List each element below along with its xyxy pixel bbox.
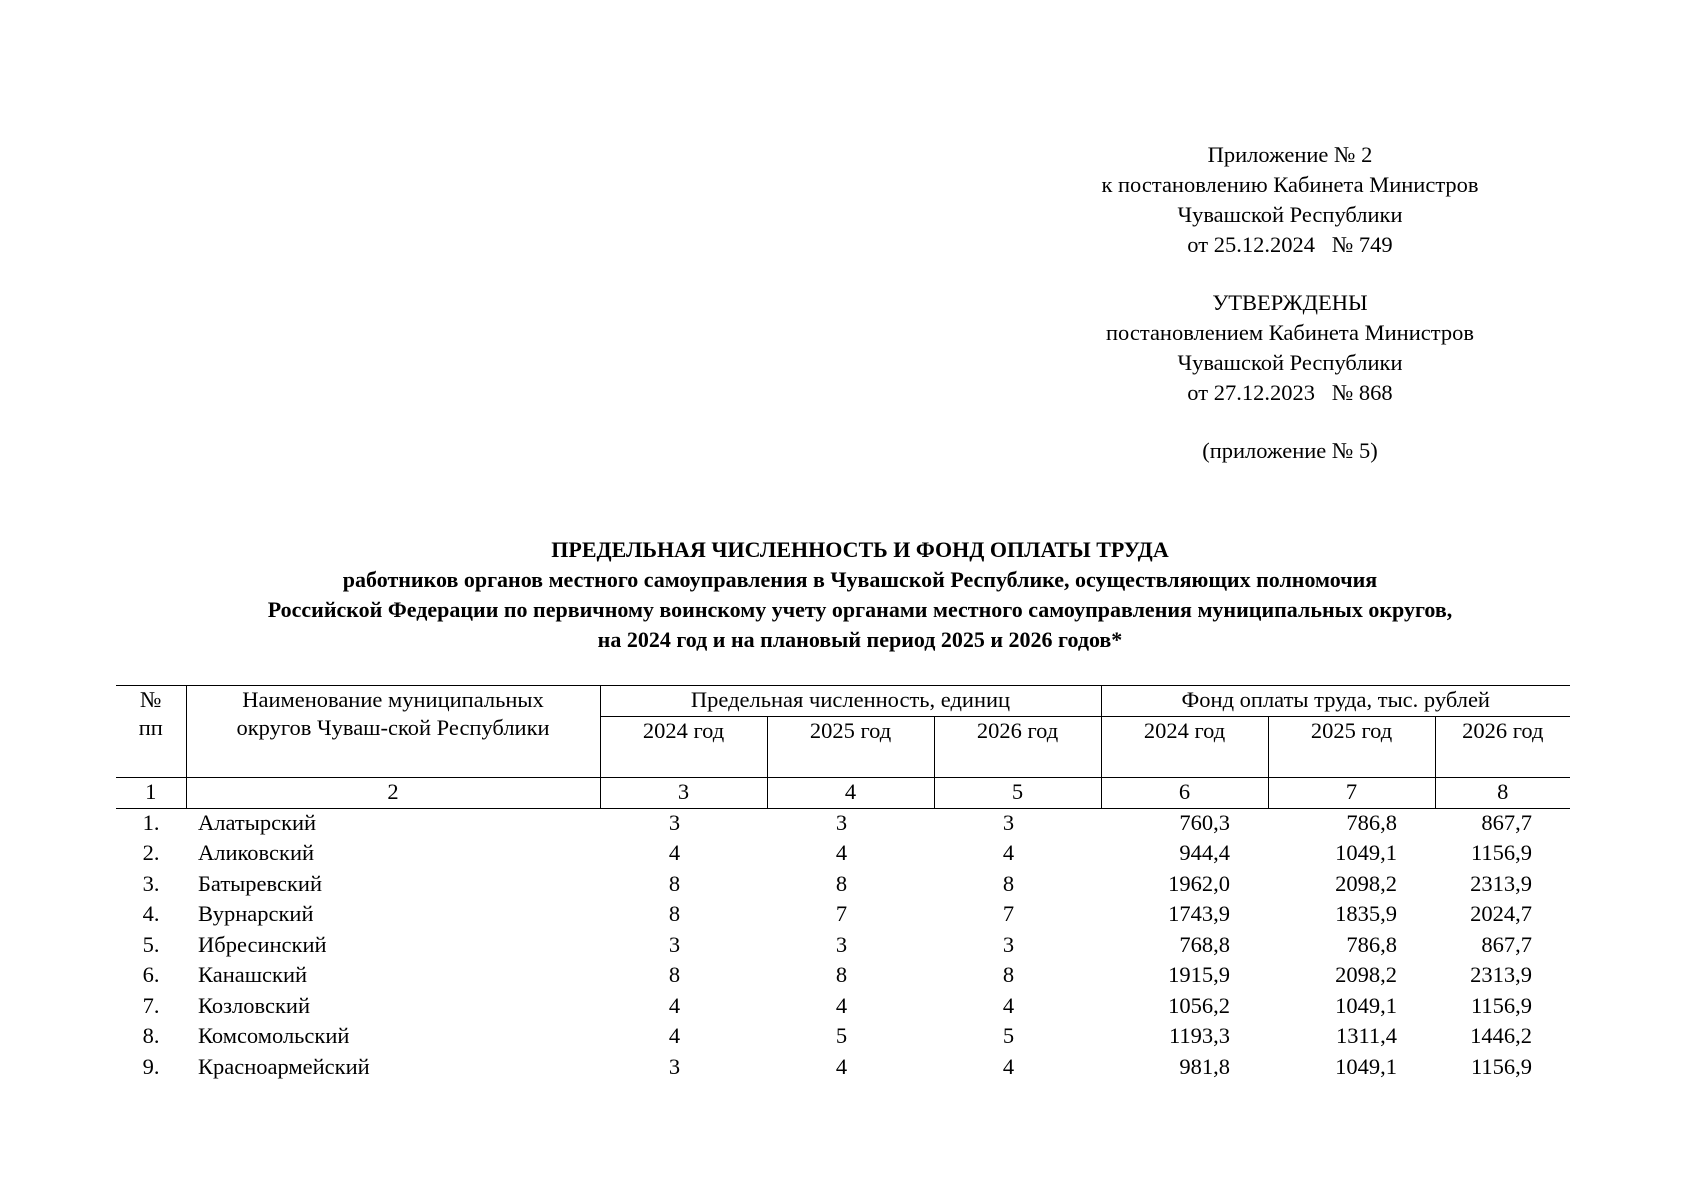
row-number: 7. <box>142 992 160 1018</box>
title-line-3: Российской Федерации по первичному воинскому учету органами местного самоуправления муниципальных округов, <box>267 597 1453 622</box>
approved-by-decree: постановлением Кабинета Министров <box>1106 320 1474 345</box>
count-2025: 3 <box>835 810 848 835</box>
appendix-label: Приложение № 2 <box>1207 142 1373 167</box>
fund-2026: 867,7 <box>1481 931 1532 957</box>
table-row <box>116 1022 1570 1053</box>
appendix-reference: (приложение № 5) <box>1202 438 1378 463</box>
municipality-name: Козловский <box>198 992 310 1018</box>
fund-2024: 1915,9 <box>1168 962 1230 987</box>
count-2024: 4 <box>668 1023 681 1048</box>
count-2024: 8 <box>668 870 681 896</box>
count-2024: 8 <box>668 901 681 926</box>
table-row <box>116 900 1570 931</box>
row-number: 5. <box>142 931 160 957</box>
count-2025: 8 <box>835 870 848 896</box>
municipality-name: Ибресинский <box>198 931 327 957</box>
table-row <box>116 809 1570 840</box>
fund-2025: 786,8 <box>1346 810 1397 835</box>
municipality-name: Аликовский <box>198 840 315 865</box>
column-number-6: 6 <box>1101 778 1268 809</box>
fund-2026: 2024,7 <box>1470 901 1532 926</box>
fund-2024: 1962,0 <box>1168 870 1230 896</box>
fund-2026: 1446,2 <box>1470 1023 1532 1048</box>
decree-reference: к постановлению Кабинета Министров <box>1101 172 1479 197</box>
document-title <box>100 535 1620 655</box>
count-2026: 7 <box>1002 901 1015 926</box>
fund-2024: 1193,3 <box>1168 1023 1230 1048</box>
count-2025: 4 <box>835 992 848 1018</box>
count-2025: 5 <box>835 1023 848 1048</box>
count-2025: 4 <box>835 840 848 865</box>
header-staff-count-group: Предельная численность, единиц <box>600 686 1101 717</box>
header-count-2026: 2026 год <box>934 717 1101 778</box>
table-row <box>116 1053 1570 1084</box>
fund-2024: 760,3 <box>1179 810 1230 835</box>
municipality-name: Канашский <box>198 962 308 987</box>
row-number: 2. <box>142 840 160 865</box>
table-body <box>116 809 1570 1084</box>
count-2026: 4 <box>1002 992 1015 1018</box>
table-row <box>116 839 1570 870</box>
column-number-1: 1 <box>116 778 186 809</box>
header-fund-2025: 2025 год <box>1268 717 1435 778</box>
fund-2024: 981,8 <box>1179 1053 1230 1079</box>
count-2026: 8 <box>1002 870 1015 896</box>
fund-2024: 768,8 <box>1179 931 1230 957</box>
row-number: 4. <box>142 901 160 926</box>
count-2024: 3 <box>668 810 681 835</box>
column-number-2: 2 <box>186 778 600 809</box>
count-2026: 3 <box>1002 931 1015 957</box>
document-header <box>1040 140 1540 466</box>
republic-name: Чувашской Республики <box>1177 202 1403 227</box>
column-number-3: 3 <box>600 778 767 809</box>
approved-date-number: от 27.12.2023 № 868 <box>1187 380 1393 405</box>
fund-2025: 1049,1 <box>1335 992 1397 1018</box>
fund-2026: 1156,9 <box>1470 840 1532 865</box>
municipality-name: Красноармейский <box>198 1053 370 1079</box>
municipality-name: Алатырский <box>198 810 317 835</box>
column-number-7: 7 <box>1268 778 1435 809</box>
header-wage-fund-group: Фонд оплаты труда, тыс. рублей <box>1101 686 1570 717</box>
staffing-fund-table <box>116 685 1570 1083</box>
header-number: № пп <box>116 686 186 778</box>
fund-2025: 2098,2 <box>1335 962 1397 987</box>
fund-2025: 1049,1 <box>1335 1053 1397 1079</box>
fund-2024: 1743,9 <box>1168 901 1230 926</box>
header-fund-2026: 2026 год <box>1435 717 1570 778</box>
column-number-4: 4 <box>767 778 934 809</box>
republic-name-2: Чувашской Республики <box>1177 350 1403 375</box>
count-2026: 5 <box>1002 1023 1015 1048</box>
count-2026: 3 <box>1002 810 1015 835</box>
municipality-name: Комсомольский <box>198 1023 350 1048</box>
fund-2025: 1049,1 <box>1335 840 1397 865</box>
header-fund-2024: 2024 год <box>1101 717 1268 778</box>
title-line-1: ПРЕДЕЛЬНАЯ ЧИСЛЕННОСТЬ И ФОНД ОПЛАТЫ ТРУДА <box>551 537 1169 562</box>
fund-2024: 1056,2 <box>1168 992 1230 1018</box>
count-2024: 4 <box>668 840 681 865</box>
title-line-2: работников органов местного самоуправления в Чувашской Республике, осуществляющих полномочия <box>342 567 1378 592</box>
count-2024: 3 <box>668 931 681 957</box>
municipality-name: Батыревский <box>198 870 323 896</box>
count-2024: 3 <box>668 1053 681 1079</box>
count-2024: 8 <box>668 962 681 987</box>
approved-label: УТВЕРЖДЕНЫ <box>1212 290 1368 315</box>
count-2026: 4 <box>1002 1053 1015 1079</box>
row-number: 9. <box>142 1053 160 1079</box>
fund-2024: 944,4 <box>1179 840 1230 865</box>
count-2025: 8 <box>835 962 848 987</box>
row-number: 6. <box>142 962 160 987</box>
row-number: 3. <box>142 870 160 896</box>
count-2024: 4 <box>668 992 681 1018</box>
fund-2025: 1835,9 <box>1335 901 1397 926</box>
fund-2026: 1156,9 <box>1470 1053 1532 1079</box>
fund-2025: 1311,4 <box>1335 1023 1397 1048</box>
fund-2026: 867,7 <box>1481 810 1532 835</box>
fund-2026: 2313,9 <box>1470 870 1532 896</box>
title-line-4: на 2024 год и на плановый период 2025 и 2026 годов* <box>597 627 1123 652</box>
fund-2026: 2313,9 <box>1470 962 1532 987</box>
fund-2026: 1156,9 <box>1470 992 1532 1018</box>
municipality-name: Вурнарский <box>198 901 314 926</box>
header-municipality-name: Наименование муниципальных округов Чуваш-ской Республики <box>186 686 600 778</box>
column-number-5: 5 <box>934 778 1101 809</box>
fund-2025: 786,8 <box>1346 931 1397 957</box>
count-2025: 7 <box>835 901 848 926</box>
column-number-8: 8 <box>1435 778 1570 809</box>
table-row <box>116 961 1570 992</box>
table-row <box>116 870 1570 901</box>
table-row <box>116 931 1570 962</box>
count-2025: 3 <box>835 931 848 957</box>
count-2026: 4 <box>1002 840 1015 865</box>
header-count-2025: 2025 год <box>767 717 934 778</box>
row-number: 8. <box>142 1023 160 1048</box>
table-row <box>116 992 1570 1023</box>
header-count-2024: 2024 год <box>600 717 767 778</box>
count-2026: 8 <box>1002 962 1015 987</box>
row-number: 1. <box>142 810 160 835</box>
fund-2025: 2098,2 <box>1335 870 1397 896</box>
decree-date-number: от 25.12.2024 № 749 <box>1187 232 1393 257</box>
count-2025: 4 <box>835 1053 848 1079</box>
